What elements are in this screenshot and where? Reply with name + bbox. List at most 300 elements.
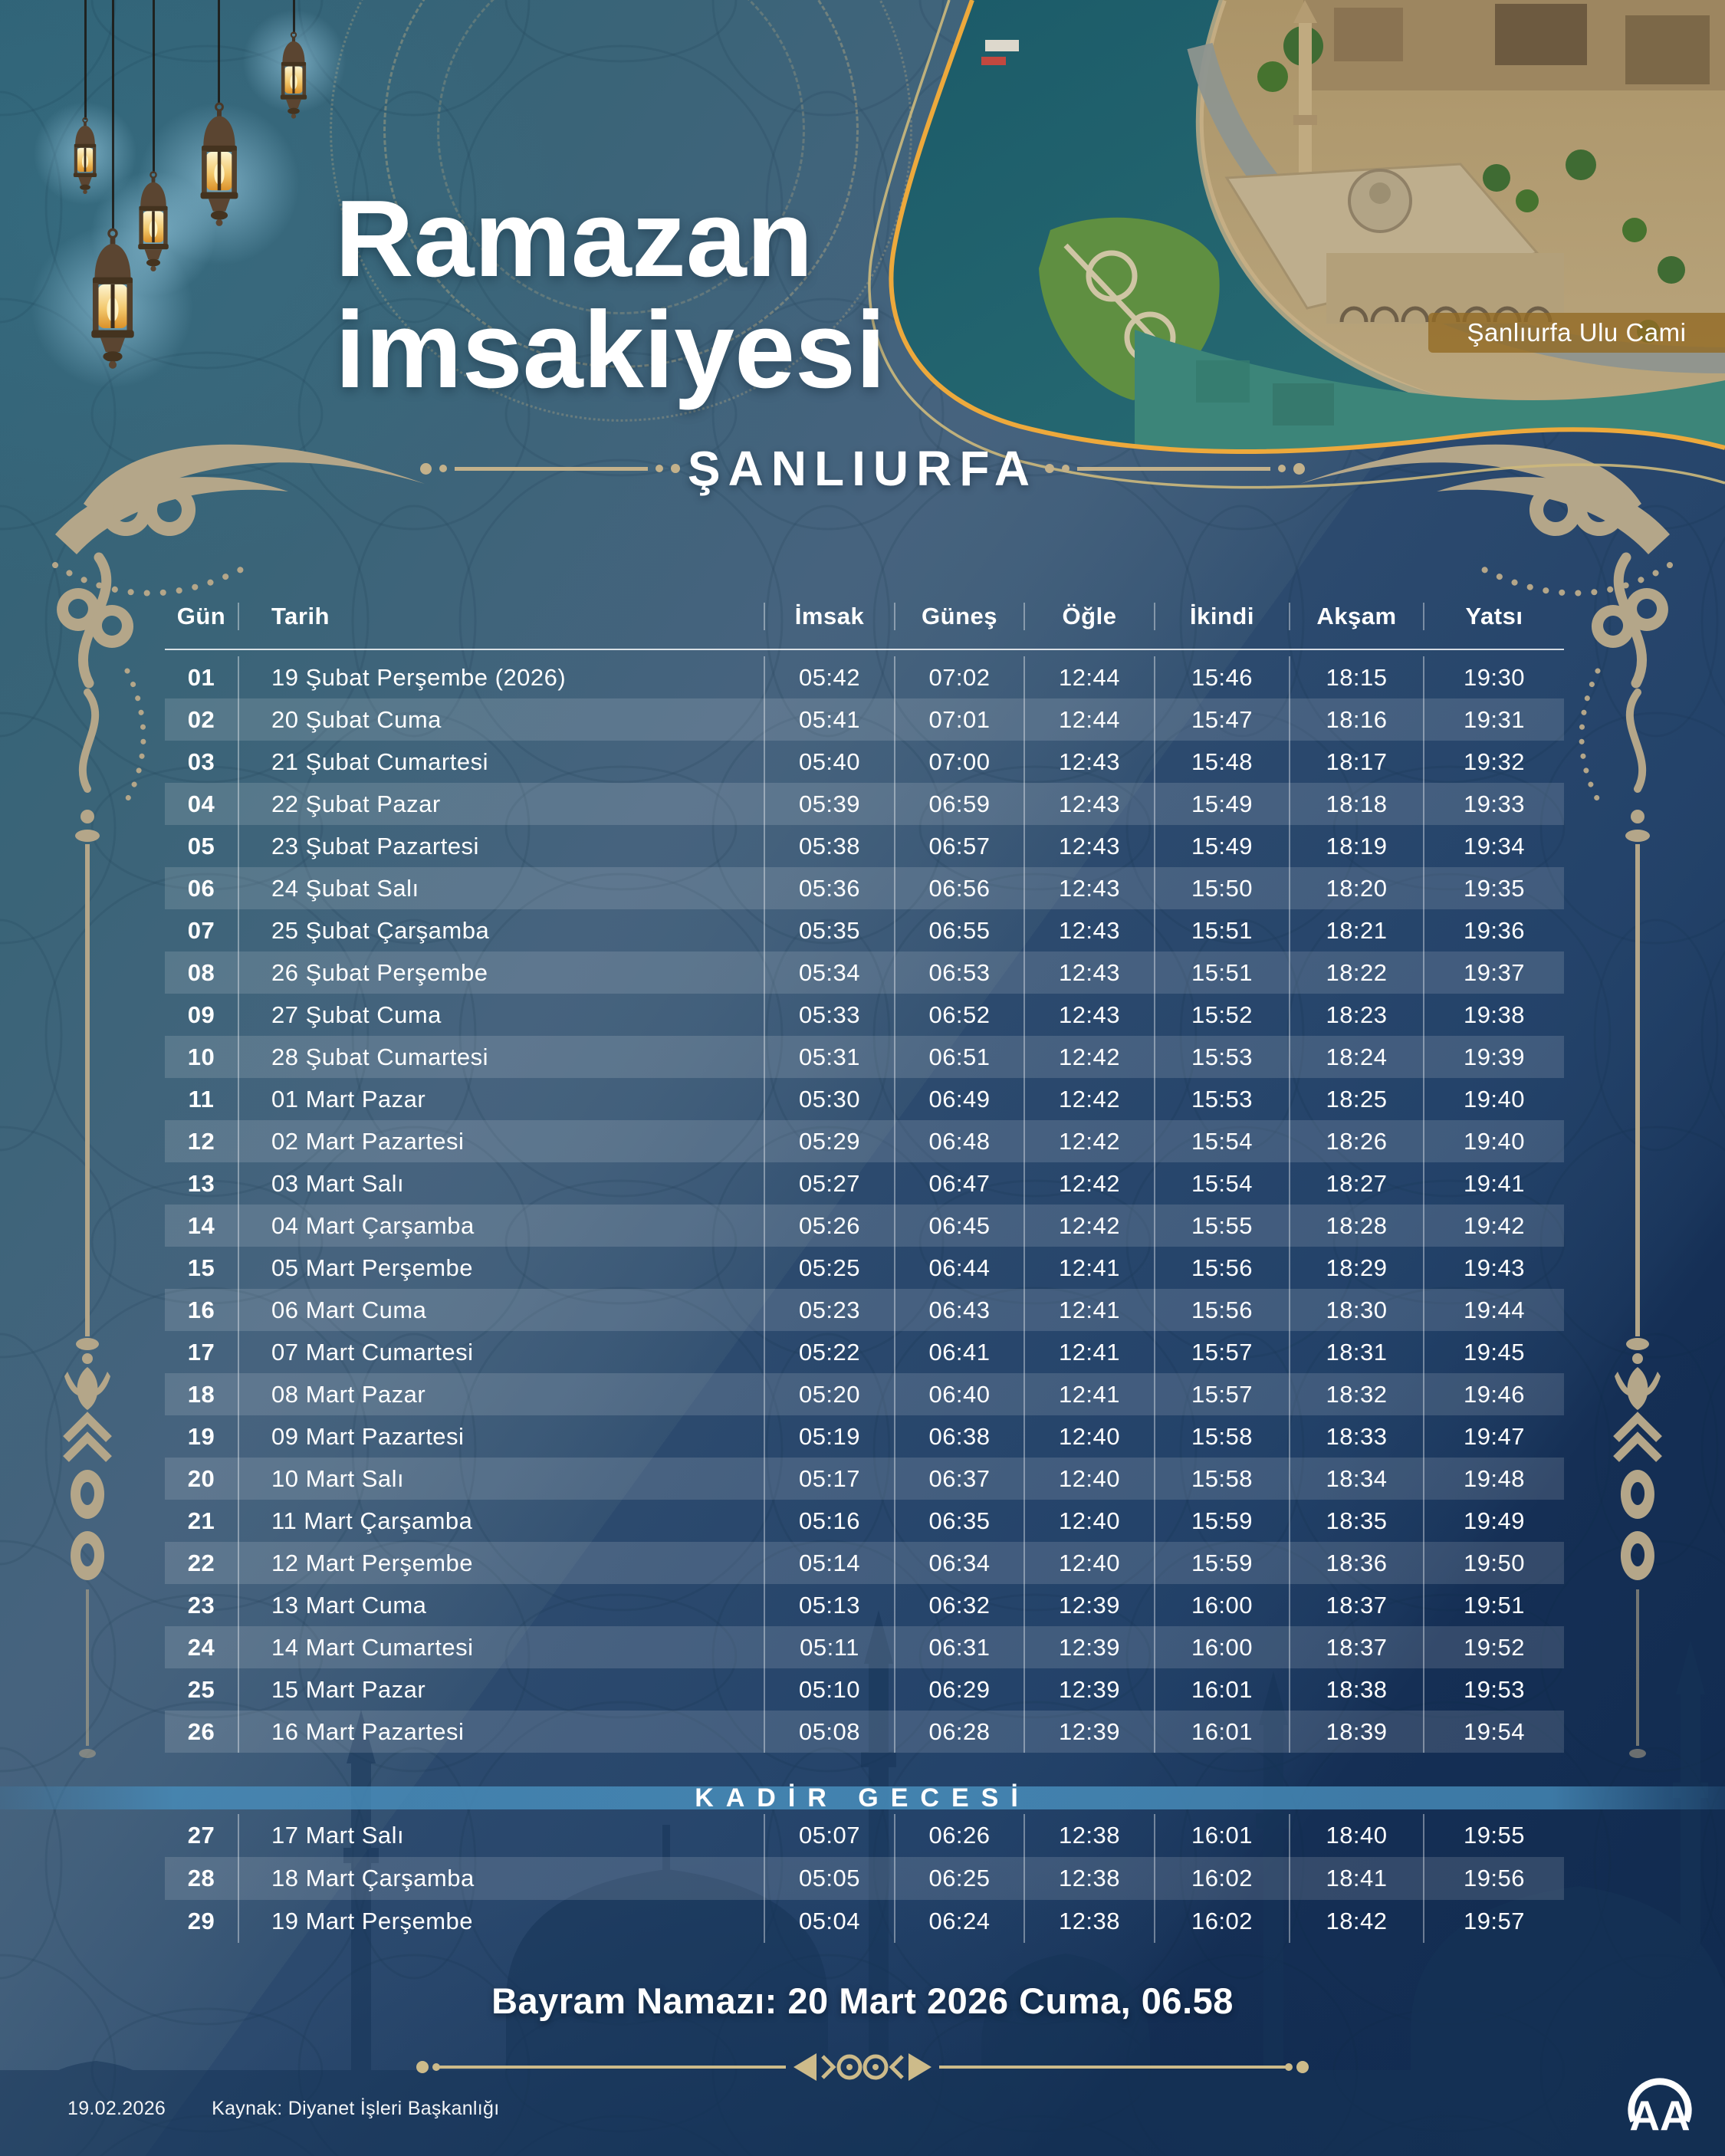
- cell-ikindi: 15:56: [1155, 1289, 1290, 1331]
- cell-imsak: 05:42: [765, 656, 895, 698]
- cell-aksam: 18:19: [1290, 825, 1424, 867]
- table-row: [165, 1120, 1564, 1162]
- photo-caption: [1428, 313, 1725, 353]
- cell-imsak: 05:31: [765, 1036, 895, 1078]
- cell-tarih: 26 Şubat Perşembe: [239, 951, 765, 994]
- cell-ikindi: 16:01: [1155, 1711, 1290, 1753]
- table-row: [165, 1584, 1564, 1626]
- cell-gunes: 06:41: [895, 1331, 1025, 1373]
- cell-ikindi: 15:58: [1155, 1458, 1290, 1500]
- cell-tarih: 11 Mart Çarşamba: [239, 1500, 765, 1542]
- cell-gun: 12: [165, 1120, 239, 1162]
- cell-ogle: 12:39: [1025, 1584, 1155, 1626]
- cell-imsak: 05:41: [765, 698, 895, 741]
- cell-tarih: 02 Mart Pazartesi: [239, 1120, 765, 1162]
- footer-date: 19.02.2026: [67, 2098, 166, 2119]
- cell-aksam: 18:24: [1290, 1036, 1424, 1078]
- cell-tarih: 07 Mart Cumartesi: [239, 1331, 765, 1373]
- cell-yatsi: 19:37: [1463, 958, 1526, 986]
- cell-aksam: 18:23: [1290, 994, 1424, 1036]
- cell-tarih: 24 Şubat Salı: [239, 867, 765, 909]
- cell-ogle: 12:42: [1025, 1078, 1155, 1120]
- table-rows-group-1: [165, 656, 1564, 1753]
- table-row: [165, 1542, 1564, 1584]
- cell-aksam: 18:17: [1290, 741, 1424, 783]
- cell-imsak: 05:05: [765, 1857, 895, 1900]
- cell-imsak: 05:26: [765, 1205, 895, 1247]
- cell-ikindi: 15:53: [1155, 1036, 1290, 1078]
- cell-gunes: 06:24: [895, 1900, 1025, 1943]
- cell-yatsi: 19:44: [1463, 1296, 1526, 1323]
- cell-ogle: 12:38: [1025, 1900, 1155, 1943]
- cell-gunes: 06:59: [895, 783, 1025, 825]
- ornament-dot: [1062, 465, 1070, 472]
- title-line-1: Ramazan: [335, 178, 813, 300]
- cell-ogle: 12:40: [1025, 1458, 1155, 1500]
- cell-gunes: 06:32: [895, 1584, 1025, 1626]
- cell-yatsi: 19:57: [1463, 1908, 1526, 1934]
- cell-ikindi: 15:50: [1155, 867, 1290, 909]
- cell-gunes: 06:25: [895, 1857, 1025, 1900]
- cell-tarih: 13 Mart Cuma: [239, 1584, 765, 1626]
- table-row: [165, 1626, 1564, 1668]
- cell-gunes: 06:48: [895, 1120, 1025, 1162]
- cell-ogle: 12:42: [1025, 1036, 1155, 1078]
- cell-tarih: 16 Mart Pazartesi: [239, 1711, 765, 1753]
- cell-tarih: 08 Mart Pazar: [239, 1373, 765, 1415]
- kadir-gecesi-band: [0, 1783, 1725, 1813]
- cell-aksam: 18:15: [1290, 656, 1424, 698]
- cell-gun: 26: [165, 1711, 239, 1753]
- cell-aksam: 18:32: [1290, 1373, 1424, 1415]
- table-row: [165, 1500, 1564, 1542]
- cell-gunes: 06:53: [895, 951, 1025, 994]
- cell-imsak: 05:19: [765, 1415, 895, 1458]
- kadir-gecesi-label: KADİR GECESİ: [695, 1783, 1030, 1813]
- cell-ogle: 12:43: [1025, 867, 1155, 909]
- ornament-dot: [420, 463, 432, 475]
- cell-ogle: 12:39: [1025, 1626, 1155, 1668]
- cell-imsak: 05:33: [765, 994, 895, 1036]
- aa-logo-text: AA: [1629, 2092, 1691, 2140]
- prayer-times-table: [165, 584, 1564, 1943]
- ornament-dot: [671, 464, 680, 473]
- cell-ikindi: 15:53: [1155, 1078, 1290, 1120]
- cell-yatsi: 19:31: [1463, 705, 1526, 733]
- city-heading-row: [0, 426, 1725, 511]
- cell-ogle: 12:40: [1025, 1500, 1155, 1542]
- cell-tarih: 12 Mart Perşembe: [239, 1542, 765, 1584]
- cell-tarih: 22 Şubat Pazar: [239, 783, 765, 825]
- col-header-tarih: Tarih: [239, 603, 765, 630]
- cell-yatsi: 19:39: [1463, 1043, 1526, 1070]
- table-row: [165, 951, 1564, 994]
- cell-yatsi: 19:33: [1463, 790, 1526, 817]
- cell-yatsi: 19:54: [1463, 1717, 1526, 1745]
- table-row: [165, 994, 1564, 1036]
- cell-tarih: 03 Mart Salı: [239, 1162, 765, 1205]
- cell-imsak: 05:22: [765, 1331, 895, 1373]
- cell-aksam: 18:33: [1290, 1415, 1424, 1458]
- city-name: ŞANLIURFA: [687, 441, 1038, 496]
- cell-gunes: 07:00: [895, 741, 1025, 783]
- cell-gunes: 06:40: [895, 1373, 1025, 1415]
- cell-ikindi: 15:48: [1155, 741, 1290, 783]
- cell-yatsi: 19:56: [1463, 1865, 1526, 1891]
- cell-ogle: 12:39: [1025, 1711, 1155, 1753]
- cell-ikindi: 15:54: [1155, 1162, 1290, 1205]
- cell-aksam: 18:22: [1290, 951, 1424, 994]
- cell-aksam: 18:38: [1290, 1668, 1424, 1711]
- cell-ogle: 12:41: [1025, 1247, 1155, 1289]
- cell-gun: 25: [165, 1668, 239, 1711]
- crescent-moon-icon: [1056, 1777, 1093, 1819]
- cell-gunes: 07:01: [895, 698, 1025, 741]
- cell-gun: 29: [165, 1900, 239, 1943]
- table-row: [165, 1036, 1564, 1078]
- ornament-line: [455, 467, 648, 471]
- cell-tarih: 28 Şubat Cumartesi: [239, 1036, 765, 1078]
- cell-ikindi: 15:57: [1155, 1331, 1290, 1373]
- cell-aksam: 18:34: [1290, 1458, 1424, 1500]
- cell-yatsi: 19:40: [1463, 1085, 1526, 1113]
- bayram-namazi-text: Bayram Namazı: 20 Mart 2026 Cuma, 06.58: [491, 1980, 1234, 2021]
- ornament-dot: [1278, 465, 1286, 472]
- cell-gun: 02: [165, 698, 239, 741]
- cell-gun: 24: [165, 1626, 239, 1668]
- cell-gunes: 06:57: [895, 825, 1025, 867]
- cell-ikindi: 15:51: [1155, 951, 1290, 994]
- cell-yatsi: 19:51: [1463, 1591, 1526, 1619]
- cell-ikindi: 15:49: [1155, 825, 1290, 867]
- cell-ogle: 12:38: [1025, 1857, 1155, 1900]
- cell-gun: 23: [165, 1584, 239, 1626]
- cell-gun: 17: [165, 1331, 239, 1373]
- cell-gun: 16: [165, 1289, 239, 1331]
- cell-aksam: 18:21: [1290, 909, 1424, 951]
- cell-gunes: 06:49: [895, 1078, 1025, 1120]
- cell-ogle: 12:38: [1025, 1814, 1155, 1857]
- table-row: [165, 1162, 1564, 1205]
- cell-tarih: 17 Mart Salı: [239, 1814, 765, 1857]
- cell-yatsi: 19:55: [1463, 1822, 1526, 1849]
- cell-aksam: 18:39: [1290, 1711, 1424, 1753]
- cell-aksam: 18:20: [1290, 867, 1424, 909]
- gold-divider-ornament: [402, 2046, 1322, 2089]
- cell-imsak: 05:23: [765, 1289, 895, 1331]
- cell-tarih: 09 Mart Pazartesi: [239, 1415, 765, 1458]
- cell-aksam: 18:25: [1290, 1078, 1424, 1120]
- table-row: [165, 1711, 1564, 1753]
- cell-tarih: 10 Mart Salı: [239, 1458, 765, 1500]
- table-row: [165, 1814, 1564, 1857]
- footer-source: Kaynak: Diyanet İşleri Başkanlığı: [212, 2098, 500, 2119]
- cell-gunes: 06:38: [895, 1415, 1025, 1458]
- cell-ikindi: 15:46: [1155, 656, 1290, 698]
- cell-gun: 07: [165, 909, 239, 951]
- cell-imsak: 05:35: [765, 909, 895, 951]
- cell-yatsi: 19:42: [1463, 1211, 1526, 1239]
- col-header-gun: Gün: [165, 603, 239, 630]
- cell-ikindi: 16:02: [1155, 1900, 1290, 1943]
- cell-tarih: 19 Mart Perşembe: [239, 1900, 765, 1943]
- cell-gun: 28: [165, 1857, 239, 1900]
- cell-imsak: 05:39: [765, 783, 895, 825]
- cell-aksam: 18:42: [1290, 1900, 1424, 1943]
- cell-ogle: 12:44: [1025, 698, 1155, 741]
- cell-yatsi: 19:40: [1463, 1127, 1526, 1155]
- cell-gun: 21: [165, 1500, 239, 1542]
- cell-tarih: 05 Mart Perşembe: [239, 1247, 765, 1289]
- cell-yatsi: 19:53: [1463, 1675, 1526, 1703]
- cell-imsak: 05:36: [765, 867, 895, 909]
- cell-tarih: 04 Mart Çarşamba: [239, 1205, 765, 1247]
- cell-gunes: 06:55: [895, 909, 1025, 951]
- cell-yatsi: 19:48: [1463, 1464, 1526, 1492]
- cell-imsak: 05:04: [765, 1900, 895, 1943]
- title-line-2: imsakiyesi: [335, 288, 886, 411]
- cell-aksam: 18:16: [1290, 698, 1424, 741]
- cell-ogle: 12:43: [1025, 825, 1155, 867]
- cell-aksam: 18:37: [1290, 1626, 1424, 1668]
- cell-ogle: 12:41: [1025, 1289, 1155, 1331]
- aa-agency-logo: [1622, 2058, 1697, 2145]
- table-row: [165, 783, 1564, 825]
- col-header-ogle: Öğle: [1025, 603, 1155, 630]
- cell-gun: 14: [165, 1205, 239, 1247]
- cell-ikindi: 16:00: [1155, 1626, 1290, 1668]
- col-header-aksam: Akşam: [1290, 603, 1424, 630]
- cell-imsak: 05:08: [765, 1711, 895, 1753]
- photo-caption-text: Şanlıurfa Ulu Cami: [1467, 318, 1687, 347]
- cell-gun: 11: [165, 1078, 239, 1120]
- table-row: [165, 1458, 1564, 1500]
- cell-gunes: 06:44: [895, 1247, 1025, 1289]
- cell-tarih: 23 Şubat Pazartesi: [239, 825, 765, 867]
- cell-yatsi: 19:43: [1463, 1254, 1526, 1281]
- cell-aksam: 18:27: [1290, 1162, 1424, 1205]
- cell-ikindi: 16:00: [1155, 1584, 1290, 1626]
- cell-ogle: 12:43: [1025, 951, 1155, 994]
- cell-ikindi: 16:01: [1155, 1668, 1290, 1711]
- cell-gun: 01: [165, 656, 239, 698]
- table-header-row: [165, 584, 1564, 649]
- cell-ikindi: 15:54: [1155, 1120, 1290, 1162]
- cell-gunes: 06:28: [895, 1711, 1025, 1753]
- col-header-yatsi: Yatsı: [1465, 603, 1523, 629]
- cell-gun: 19: [165, 1415, 239, 1458]
- cell-ikindi: 15:59: [1155, 1500, 1290, 1542]
- cell-imsak: 05:20: [765, 1373, 895, 1415]
- cell-gun: 06: [165, 867, 239, 909]
- cell-ogle: 12:43: [1025, 909, 1155, 951]
- cell-imsak: 05:13: [765, 1584, 895, 1626]
- cell-gunes: 06:37: [895, 1458, 1025, 1500]
- cell-tarih: 18 Mart Çarşamba: [239, 1857, 765, 1900]
- ornament-dot: [1045, 464, 1054, 473]
- cell-gunes: 06:29: [895, 1668, 1025, 1711]
- col-header-ikindi: İkindi: [1155, 603, 1290, 630]
- cell-gun: 05: [165, 825, 239, 867]
- cell-aksam: 18:40: [1290, 1814, 1424, 1857]
- cell-ogle: 12:41: [1025, 1331, 1155, 1373]
- cell-imsak: 05:40: [765, 741, 895, 783]
- cell-ogle: 12:40: [1025, 1415, 1155, 1458]
- cell-imsak: 05:29: [765, 1120, 895, 1162]
- cell-gun: 09: [165, 994, 239, 1036]
- cell-gunes: 06:52: [895, 994, 1025, 1036]
- cell-ogle: 12:43: [1025, 783, 1155, 825]
- cell-tarih: 25 Şubat Çarşamba: [239, 909, 765, 951]
- cell-aksam: 18:31: [1290, 1331, 1424, 1373]
- cell-gunes: 07:02: [895, 656, 1025, 698]
- table-row: [165, 1900, 1564, 1943]
- cell-yatsi: 19:41: [1463, 1169, 1526, 1197]
- cell-ikindi: 15:51: [1155, 909, 1290, 951]
- cell-aksam: 18:26: [1290, 1120, 1424, 1162]
- cell-ikindi: 15:58: [1155, 1415, 1290, 1458]
- cell-yatsi: 19:34: [1463, 832, 1526, 859]
- cell-imsak: 05:14: [765, 1542, 895, 1584]
- cell-ogle: 12:39: [1025, 1668, 1155, 1711]
- cell-aksam: 18:28: [1290, 1205, 1424, 1247]
- table-row: [165, 909, 1564, 951]
- cell-imsak: 05:38: [765, 825, 895, 867]
- header-underline: [165, 649, 1564, 650]
- table-row: [165, 825, 1564, 867]
- cell-ikindi: 16:02: [1155, 1857, 1290, 1900]
- cell-yatsi: 19:52: [1463, 1633, 1526, 1661]
- ornament-dot: [1293, 463, 1305, 475]
- cell-tarih: 01 Mart Pazar: [239, 1078, 765, 1120]
- cell-ogle: 12:42: [1025, 1120, 1155, 1162]
- cell-aksam: 18:41: [1290, 1857, 1424, 1900]
- cell-yatsi: 19:49: [1463, 1507, 1526, 1534]
- cell-gun: 20: [165, 1458, 239, 1500]
- cell-yatsi: 19:32: [1463, 748, 1526, 775]
- cell-yatsi: 19:50: [1463, 1549, 1526, 1576]
- cell-ogle: 12:42: [1025, 1205, 1155, 1247]
- cell-tarih: 21 Şubat Cumartesi: [239, 741, 765, 783]
- cell-ogle: 12:41: [1025, 1373, 1155, 1415]
- cell-gun: 18: [165, 1373, 239, 1415]
- cell-gun: 10: [165, 1036, 239, 1078]
- cell-imsak: 05:34: [765, 951, 895, 994]
- cell-ogle: 12:44: [1025, 656, 1155, 698]
- cell-gun: 22: [165, 1542, 239, 1584]
- ornament-dot: [656, 465, 663, 472]
- cell-gunes: 06:47: [895, 1162, 1025, 1205]
- col-header-gunes: Güneş: [895, 603, 1025, 630]
- cell-ikindi: 15:47: [1155, 698, 1290, 741]
- cell-tarih: 06 Mart Cuma: [239, 1289, 765, 1331]
- cell-gun: 08: [165, 951, 239, 994]
- cell-gunes: 06:56: [895, 867, 1025, 909]
- cell-yatsi: 19:38: [1463, 1001, 1526, 1028]
- cell-gun: 27: [165, 1814, 239, 1857]
- ornament-dot: [439, 465, 447, 472]
- cell-tarih: 27 Şubat Cuma: [239, 994, 765, 1036]
- table-row: [165, 1331, 1564, 1373]
- cell-tarih: 20 Şubat Cuma: [239, 698, 765, 741]
- cell-tarih: 19 Şubat Perşembe (2026): [239, 656, 765, 698]
- cell-imsak: 05:17: [765, 1458, 895, 1500]
- cell-yatsi: 19:30: [1463, 663, 1526, 691]
- cell-gun: 04: [165, 783, 239, 825]
- table-row: [165, 1373, 1564, 1415]
- cell-ikindi: 15:56: [1155, 1247, 1290, 1289]
- table-rows-group-2: [165, 1814, 1564, 1943]
- cell-gunes: 06:31: [895, 1626, 1025, 1668]
- cell-aksam: 18:36: [1290, 1542, 1424, 1584]
- table-row: [165, 1247, 1564, 1289]
- cell-imsak: 05:27: [765, 1162, 895, 1205]
- cell-imsak: 05:16: [765, 1500, 895, 1542]
- cell-aksam: 18:29: [1290, 1247, 1424, 1289]
- cell-gunes: 06:35: [895, 1500, 1025, 1542]
- cell-yatsi: 19:36: [1463, 916, 1526, 944]
- cell-gunes: 06:45: [895, 1205, 1025, 1247]
- table-row: [165, 1668, 1564, 1711]
- table-row: [165, 1205, 1564, 1247]
- cell-ikindi: 15:57: [1155, 1373, 1290, 1415]
- cell-ogle: 12:40: [1025, 1542, 1155, 1584]
- cell-tarih: 15 Mart Pazar: [239, 1668, 765, 1711]
- cell-ikindi: 15:55: [1155, 1205, 1290, 1247]
- cell-ikindi: 15:59: [1155, 1542, 1290, 1584]
- cell-ikindi: 16:01: [1155, 1814, 1290, 1857]
- cell-aksam: 18:30: [1290, 1289, 1424, 1331]
- cell-ogle: 12:43: [1025, 741, 1155, 783]
- cell-tarih: 14 Mart Cumartesi: [239, 1626, 765, 1668]
- table-row: [165, 698, 1564, 741]
- cell-ogle: 12:43: [1025, 994, 1155, 1036]
- cell-aksam: 18:35: [1290, 1500, 1424, 1542]
- cell-ikindi: 15:49: [1155, 783, 1290, 825]
- cell-imsak: 05:10: [765, 1668, 895, 1711]
- cell-gun: 13: [165, 1162, 239, 1205]
- col-header-imsak: İmsak: [765, 603, 895, 630]
- table-row: [165, 656, 1564, 698]
- table-row: [165, 1415, 1564, 1458]
- cell-yatsi: 19:45: [1463, 1338, 1526, 1366]
- table-row: [165, 741, 1564, 783]
- cell-imsak: 05:30: [765, 1078, 895, 1120]
- cell-yatsi: 19:46: [1463, 1380, 1526, 1408]
- ornament-line: [1077, 467, 1270, 471]
- cell-gun: 03: [165, 741, 239, 783]
- cell-gunes: 06:51: [895, 1036, 1025, 1078]
- cell-gun: 15: [165, 1247, 239, 1289]
- cell-gunes: 06:43: [895, 1289, 1025, 1331]
- cell-imsak: 05:11: [765, 1626, 895, 1668]
- cell-imsak: 05:07: [765, 1814, 895, 1857]
- cell-aksam: 18:37: [1290, 1584, 1424, 1626]
- table-row: [165, 1857, 1564, 1900]
- cell-ogle: 12:42: [1025, 1162, 1155, 1205]
- cell-gunes: 06:34: [895, 1542, 1025, 1584]
- footer: [67, 2098, 499, 2120]
- cell-gunes: 06:26: [895, 1814, 1025, 1857]
- cell-yatsi: 19:47: [1463, 1422, 1526, 1450]
- page-title: [335, 178, 886, 411]
- table-row: [165, 1078, 1564, 1120]
- table-row: [165, 867, 1564, 909]
- cell-ikindi: 15:52: [1155, 994, 1290, 1036]
- crescent-moon-icon: [632, 1777, 669, 1819]
- table-row: [165, 1289, 1564, 1331]
- cell-imsak: 05:25: [765, 1247, 895, 1289]
